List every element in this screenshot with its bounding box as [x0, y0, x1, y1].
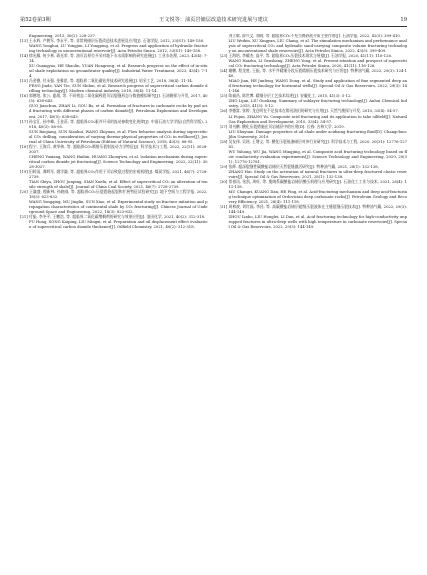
reference-text: 谢鹏, 程龙胜, 王振, 等. 水平井精细分段压裂精细压裂技术研究与应用[J]. 特种油气藏, 2022, 29(3): 124-140. [228, 69, 407, 79]
reference-number: [21] [20, 215, 28, 220]
reference-text: FENG Jinde, YAN Tie, SUN Shihui, et al. Research progress of supercritical carbon dioxide drilling technology[J]. Modern chemical industry, 2018, 38(4): 11-14. [29, 84, 208, 94]
reference-entry [220, 140, 408, 150]
reference-text: ZHO Lijun, LIU Guoliang. Summary of sublayer fracturing technology[J]. Anhui Chemical Industry, 2015, 41(3): 5-12. [228, 99, 407, 109]
reference-text: 周林波, 刘红磊, 李昌, 等. 高碳酸盐岩储层超级压裂液体在主缝裂缝压裂技术[J]. 特种油气藏, 2022, 29(3): 144-149. [228, 205, 407, 215]
reference-entry [20, 64, 208, 79]
reference-text: 陈福昌, 陈世博. 精细分层工艺技术综述[J]. 安徽化工, 2015, 41(3): 5-12. [228, 94, 352, 99]
reference-entry [220, 205, 408, 215]
reference-number: [24] [219, 69, 228, 74]
reference-text: 吴友伟, 吴瑶, 王增义, 等. 酸化压裂低渗储层对冲行业研究[J]. 科学技术与工程, 2020, 20(31): 12776-12781. [228, 139, 407, 149]
reference-entry [20, 94, 208, 104]
reference-text: GUO Jianchun, ZHAN Li, GOU Bo, et al. Formation of fractures in carbonate rocks by pad acid fracturing with different phases of carbon dioxide[J]. Petroleum Exploration and Development, 2017, 40(5): 638-643. [29, 104, 208, 119]
reference-entry [20, 170, 208, 180]
reference-text: 王海培, 李耀杰, 高平, 等. 超临界CO₂压裂技术现状与展望[J]. 石油学报, 2020, 41(11): 116-126. [228, 54, 393, 59]
page-number: 19 [400, 17, 407, 23]
reference-number: [28] [219, 139, 228, 144]
reference-entry [20, 155, 208, 170]
references-right-column [220, 34, 408, 565]
reference-entry [20, 180, 208, 190]
reference-entry [20, 190, 208, 200]
reference-text: 常春讯, 张凯, 周旺, 等. 奥陶系碳酸盐岩储层酸压机理与应用研究[J]. 石油化工工业与技术, 2021, 28(4): 111-118. [228, 179, 407, 189]
reference-number: [13] [20, 39, 28, 44]
reference-number: [31] [219, 205, 228, 210]
reference-text: XU Guangyao, HE Shaolin, YUAN Hongrong, et al. Research progress on the effect of in-situ oil shale exploitation on groundwater quality[J]. Industrial Water Treatment, 2023, 43(4): 7-14. [29, 64, 208, 79]
reference-entry [20, 84, 208, 94]
reference-text: 付振, 李冬平, 王鹏浩, 等. 超临界二氧化碳增稠剂的研究与效果应用[J]. 油田化学, 2021, 40(2): 312-318. [29, 215, 206, 220]
reference-entry [20, 220, 208, 230]
reference-text: ZHANG Hui. Study on the activation of natural fractures in ultra-deep fractured clastic reservoirs[J]. Special Oil & Gas Reservoirs, 2021, 28(1): 132-138. [228, 169, 407, 179]
reference-text: WANG Haizhu, LI Gensheng, ZHENG Yong, et al. Present situation and prospect of supercritical CO₂ fracturing technology[J]. Acta Petrolei Sinica, 2020, 41(11): 116-126. [228, 59, 407, 69]
reference-entry [20, 200, 208, 215]
reference-number: [17] [20, 119, 28, 124]
reference-number: [27] [219, 124, 228, 129]
reference-entry [220, 39, 408, 54]
reference-text: Engineering, 2015, 36(2): 228-237. [29, 34, 97, 38]
references-left-column [20, 34, 208, 565]
reference-text: 王谦盛, 穆新林, 孙晓刚, 等. 超临界CO₂压裂裂缝起裂和扩展特征试验研究[J]. 地下空间与工程学报, 2022, 18(3): 823-832. [29, 189, 208, 199]
reference-text: 李德富, 张婷, 龙仓明在不足技术在塔河油田的研究与应用[J]. 天然气勘探与开发, 2010, 33(4): 54-57. [228, 109, 399, 114]
reference-text: 张辉. 超深裂缝性碳酸盐岩储层天然裂缝激活研究[J]. 特种油气藏, 2021, 28(1): 132-138. [228, 164, 379, 169]
reference-entry [220, 115, 408, 125]
reference-text: 冯金德, 付永强, 金雅思, 等. 超临界二氧化碳钻井技术研究进展[J]. 钻采工艺, 2018, 38(4): 11-14. [29, 79, 193, 84]
running-title: 王文悦等：油页岩储层改造技术研究进展与建议 [159, 17, 268, 23]
reference-entry [220, 150, 408, 165]
reference-text: WU Yuhong, WU Jia, WANG Mingjing, et al. Composite acid fracturing technology based on flow conductivity evaluation experiments[J]. Science Technology and Engineering, 2020, 20(31): 12776-12781. [228, 149, 407, 164]
reference-number: [26] [219, 109, 228, 114]
reference-entry [20, 145, 208, 155]
reference-text: 徐光耀, 何少林, 蒋光荣, 等. 油页岩原位开采对地下水水质影响的研究进展[J]. 工业水处理, 2023, 43(4): 7-14. [29, 54, 208, 64]
reference-number: [29] [219, 164, 228, 169]
reference-text: 孙宝江, 孙中峰, 王金莊, 等. 超临界CO₂驱并开采的流动参数变化规律[J]. 中国石油大学学报(自然科学版), 2018, 40(3): 88-95. [29, 119, 208, 129]
reference-text: 王永辉, 卢拥军, 李永平, 等. 非常规储层压裂改造技术进展及应用[J]. 石油学报, 2012, 33(S1): 149-158. [29, 39, 205, 44]
reference-entry [220, 59, 408, 69]
reference-text: 郭德培, 张公, 霍战, 等. 不同相态二氧化碳致裂页岩裂缝形态与数值模拟研究[J]. 石油勘探与开发, 2017, 40(5): 638-643. [29, 94, 208, 104]
reference-entry [220, 79, 408, 94]
reference-text: 刘书鹏. 酸化压裂措施在页岩储层中的应用[D]. 长春: 吉林大学, 2019. [228, 124, 345, 129]
reference-text: LIU Weibin, XU Xingyan, LIU Chang, et al. The stimulation mechanism and performance analysis of supercritical CO₂ and hydraulic sand-carrying composite volume fracturing technology on unconventional shale reservoirs[J]. Acta Petrolei Sinica, 2022, 43(5): 399-409. [228, 39, 407, 54]
reference-number: [18] [20, 144, 28, 149]
page-header [20, 14, 407, 27]
reference-text: MU Changri, KUANG Dan, HE Ping, et al. Acid-fracturing mechanism and deep acid-fracturing technique optimization of Ordovician deep carbonate rocks[J]. Petroleum Geology and Recovery Efficiency, 2021, 28(4): 111-118. [228, 189, 407, 205]
reference-entry [220, 99, 408, 109]
reference-text: SUN Baojiang, SUN Xiaohui, WANG Zhiyuan, et al. Flow behavior analysis during supercritical CO₂ drilling, consideration of varying thermo-physical properties of CO₂ in wellbore[J]. Journal of China University of Petroleum (Edition of Natural Science), 2018, 40(3): 88-95. [29, 129, 208, 144]
reference-entry [220, 180, 408, 190]
reference-entry [20, 104, 208, 119]
reference-text: WANG Yongqing, MU Jinglin, SUN Xiao, et al. Experimental study on fracture initiation and propagation characteristics of continental shale by CO₂ fracturing[J]. Chinese Journal of Underground Space and Engineering, 2022, 18(3): 823-832. [29, 200, 208, 215]
reference-number: [14] [20, 54, 28, 59]
reference-number: [16] [20, 94, 28, 99]
reference-number: [19] [20, 169, 28, 174]
reference-text: 田时雨, 谭辉军, 姚学谦, 等. 超临界CO₂作用于页岩致裂过程的宏观机理[J]. 煤炭学报, 2021, 46(7): 2728-2739. [29, 169, 208, 179]
reference-entry [20, 130, 208, 145]
reference-entry [20, 120, 208, 130]
reference-entry [220, 130, 408, 140]
reference-entry [220, 215, 408, 230]
reference-text: FU Hong, SONG Kaiping, LIU Mingxi, et al. Preparation and oil displacement effect evaluation of supercritical carbon dioxide thickener[J]. Oilfield Chemistry, 2021, 40(2): 312-318. [29, 220, 208, 230]
references-body [20, 34, 407, 565]
reference-number: [15] [20, 79, 28, 84]
reference-text: CHENG Yuxiang, WANG Haibin, HUANG Zhongwei, et al. Isolation mechanism during supercritical carbon dioxide jet fracturing[J]. Science Technology and Engineering, 2022, 22(11): 3028-3037. [29, 154, 208, 169]
reference-entry [20, 44, 208, 54]
reference-text: 刘立敏, 薛兴文, 刘晓, 等. 超临界CO₂不充当携砂液介质主要作用[J]. 石油学报, 2022, 42(5): 399-410. [228, 34, 401, 38]
reference-entry [20, 54, 208, 64]
reference-text: TIAN Shiyu, ZHOU Junping, XIAN Xuefu, et al. Effect of supercritical CO₂ on alteration of tensile strength of shale[J]. Journal of China Coal Society, 2021, 46(7): 2728-2739. [29, 179, 208, 189]
reference-number: [20] [20, 189, 28, 194]
reference-number: [25] [219, 94, 228, 99]
reference-text: ZHOU Linbo, LIU Honglei, LI Dan, et al. Acid fracturing technology for high-conductivity unpropped fractures in ultra-deep wells with high temperature in carbonate reservoirs[J]. Special Oil & Gas Reservoirs, 2022, 29(3): 144-149. [228, 215, 407, 230]
reference-text: LI Fujun, ZHANG Yu. Composite acid fracturing and its application to tahe oilfield[J]. Natural Gas Exploration and Development, 2010, 33(4): 54-57. [228, 114, 407, 124]
volume-issue: 第52卷第3期 [20, 17, 51, 23]
reference-text: LIU Shuyuan. Damage properties of oil shale under acidizing fracturing fluid[D]. Changchun: Jilin University, 2019. [228, 129, 407, 139]
reference-entry [220, 190, 408, 205]
reference-entry [220, 170, 408, 180]
reference-text: 程宁, 王海兵, 黄华伟, 等. 超临界CO₂喷射压裂射流动力学特征[J]. 科学技术与工程, 2022, 22(11): 3028-3037. [29, 144, 208, 154]
reference-number: [23] [219, 54, 228, 59]
reference-text: MIAO Jian, HE Junfeng, WANG Dong, et al. Study and application of fine segmented deep and fracturing technology for horizontal wells[J]. Special Oil & Gas Reservoirs, 2022, 29(3): 141-146. [228, 79, 407, 94]
reference-number: [30] [219, 179, 228, 184]
reference-text: WANG Yonghui, LU Yongjun, LI Yongping, et al. Progress and application of hydraulic fracturing technology in unconventional reservoir[J]. Acta Petrolei Sinica, 2012, 33(S1): 149-158. [29, 44, 208, 54]
reference-entry [220, 69, 408, 79]
